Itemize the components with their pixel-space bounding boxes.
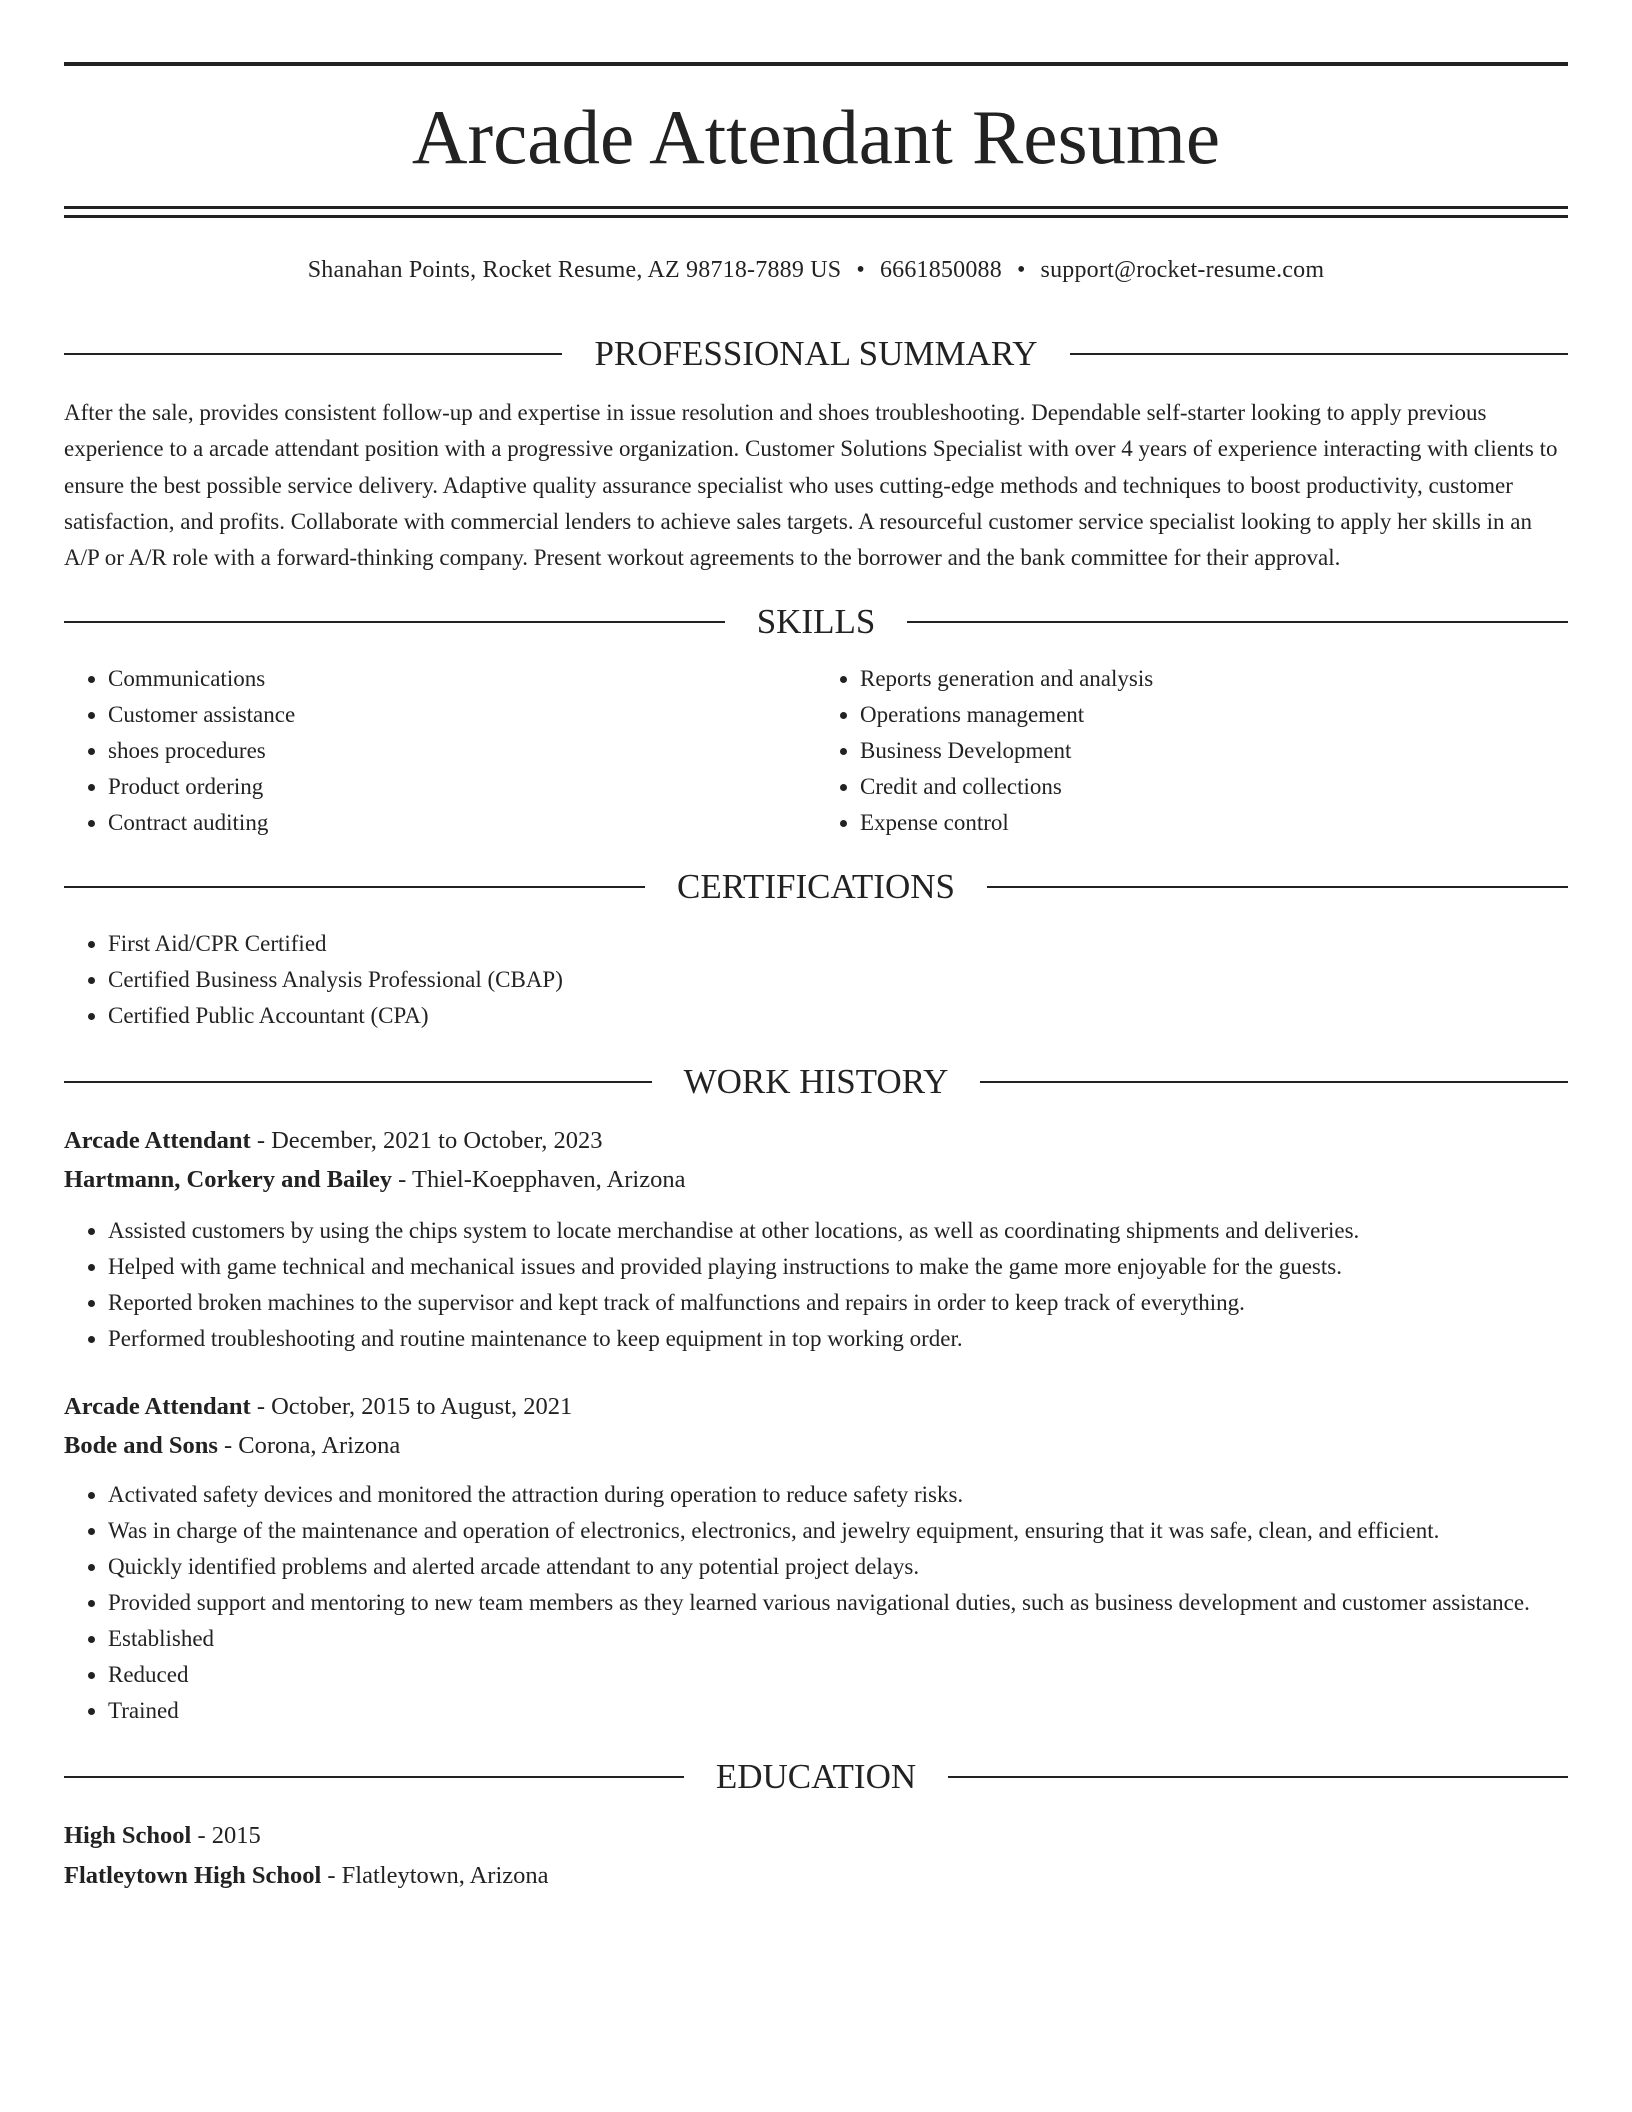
contact-line xyxy=(64,252,1568,288)
job-bullet: • Performed troubleshooting and routine maintenance to keep equipment in top working order. xyxy=(108,1321,1568,1357)
heading-rule xyxy=(64,1081,652,1083)
skills-column-right xyxy=(816,661,1568,841)
certifications-heading xyxy=(64,867,1568,907)
job-company-line xyxy=(64,1426,1568,1465)
job-bullet: • Trained xyxy=(108,1693,1568,1729)
contact-separator: • xyxy=(856,257,865,283)
skills-heading-label: SKILLS xyxy=(756,602,876,642)
heading-rule xyxy=(64,1776,684,1778)
skill-item: • Contract auditing xyxy=(108,805,816,841)
top-rule xyxy=(64,62,1568,66)
contact-separator: • xyxy=(1016,257,1026,283)
skill-item: • Operations management xyxy=(860,697,1568,733)
job-bullets xyxy=(64,1213,1568,1357)
job-bullet: • Was in charge of the maintenance and operation of electronics, electronics, and jewelry equipment, ensuring that it was safe, clean, and efficient. xyxy=(108,1513,1568,1549)
heading-rule xyxy=(907,621,1568,623)
education-degree: High School xyxy=(64,1822,192,1850)
job-location: - Corona, Arizona xyxy=(217,1432,401,1460)
heading-rule xyxy=(987,886,1568,888)
skill-item: • Business Development xyxy=(860,733,1568,769)
resume-page xyxy=(64,0,1568,1896)
job-bullet: • Activated safety devices and monitored the attraction during operation to reduce safety risks. xyxy=(108,1477,1568,1513)
certifications-heading-label: CERTIFICATIONS xyxy=(677,867,955,907)
job-company: Hartmann, Corkery and Bailey xyxy=(64,1166,393,1194)
job-location: - Thiel-Koepphaven, Arizona xyxy=(392,1166,686,1194)
skill-item: • Product ordering xyxy=(108,769,816,805)
contact-address: Shanahan Points, Rocket Resume, AZ 98718-7889 US xyxy=(307,257,842,283)
job-bullet: • Established xyxy=(108,1621,1568,1657)
job-bullet: • Provided support and mentoring to new team members as they learned various navigational duties, such as business development and customer assistance. xyxy=(108,1585,1568,1621)
education-year: - 2015 xyxy=(191,1822,261,1850)
job-title-line xyxy=(64,1387,1568,1426)
education-school: Flatleytown High School xyxy=(64,1862,322,1890)
heading-rule xyxy=(64,353,562,355)
skill-item: • Customer assistance xyxy=(108,697,816,733)
summary-heading xyxy=(64,336,1568,371)
job-bullet: • Helped with game technical and mechanical issues and provided playing instructions to make the game more enjoyable for the guests. xyxy=(108,1249,1568,1285)
job-bullet: • Quickly identified problems and alerted arcade attendant to any potential project delays. xyxy=(108,1549,1568,1585)
work-heading-label: WORK HISTORY xyxy=(683,1062,949,1102)
work-heading xyxy=(64,1062,1568,1102)
certification-item: • Certified Business Analysis Professional (CBAP) xyxy=(108,962,1568,998)
skill-item: • Expense control xyxy=(860,805,1568,841)
certifications-list xyxy=(64,926,1568,1034)
job-dates: - December, 2021 to October, 2023 xyxy=(250,1127,603,1155)
education-heading-label: EDUCATION xyxy=(715,1757,917,1797)
skills-heading xyxy=(64,602,1568,642)
heading-rule xyxy=(64,621,725,623)
education-heading xyxy=(64,1757,1568,1797)
education-entry xyxy=(64,1816,1568,1896)
contact-email: support@rocket-resume.com xyxy=(1040,257,1325,283)
job-entry xyxy=(64,1121,1568,1357)
resume-title: Arcade Attendant Resume xyxy=(411,94,1221,180)
job-title: Arcade Attendant xyxy=(64,1393,251,1421)
job-bullet: • Assisted customers by using the chips system to locate merchandise at other locations, as well as coordinating shipments and deliveries. xyxy=(108,1213,1568,1249)
skills-column-left xyxy=(64,661,816,841)
education-school-line xyxy=(64,1856,1568,1896)
heading-rule xyxy=(948,1776,1568,1778)
contact-phone: 6661850088 xyxy=(879,257,1002,283)
heading-rule xyxy=(64,886,645,888)
certification-item: • Certified Public Accountant (CPA) xyxy=(108,998,1568,1034)
job-title-line xyxy=(64,1121,1568,1160)
job-bullets xyxy=(64,1477,1568,1729)
job-entry xyxy=(64,1387,1568,1729)
job-bullet: • Reduced xyxy=(108,1657,1568,1693)
skill-item: • Credit and collections xyxy=(860,769,1568,805)
skill-item: • Reports generation and analysis xyxy=(860,661,1568,697)
education-degree-line xyxy=(64,1816,1568,1856)
skill-item: • Communications xyxy=(108,661,816,697)
job-company: Bode and Sons xyxy=(64,1432,218,1460)
heading-rule xyxy=(980,1081,1568,1083)
job-dates: - October, 2015 to August, 2021 xyxy=(250,1393,573,1421)
skills-list xyxy=(64,661,1568,841)
education-location: - Flatleytown, Arizona xyxy=(321,1862,549,1890)
job-title: Arcade Attendant xyxy=(64,1127,251,1155)
certification-item: • First Aid/CPR Certified xyxy=(108,926,1568,962)
title-double-rule xyxy=(64,206,1568,218)
heading-rule xyxy=(1070,353,1568,355)
summary-heading-label: PROFESSIONAL SUMMARY xyxy=(594,334,1038,373)
skill-item: • shoes procedures xyxy=(108,733,816,769)
summary-text: After the sale, provides consistent follow-up and expertise in issue resolution and shoes troubleshooting. Dependable self-starter looking to apply previous experience to a arcade attendant position with a progressive organization. Customer Solutions Specialist with over 4 years of experience interacting with clients to ensure the best possible service delivery. Adaptive quality assurance specialist who uses cutting-edge methods and techniques to boost productivity, customer satisfaction, and profits. Collaborate with commercial lenders to achieve sales targets. A resourceful customer service specialist looking to apply her skills in an A/P or A/R role with a forward-thinking company. Present workout agreements to the borrower and the bank committee for their approval. xyxy=(64,400,1558,571)
job-company-line xyxy=(64,1160,1568,1199)
job-bullet: • Reported broken machines to the supervisor and kept track of malfunctions and repairs in order to keep track of everything. xyxy=(108,1285,1568,1321)
